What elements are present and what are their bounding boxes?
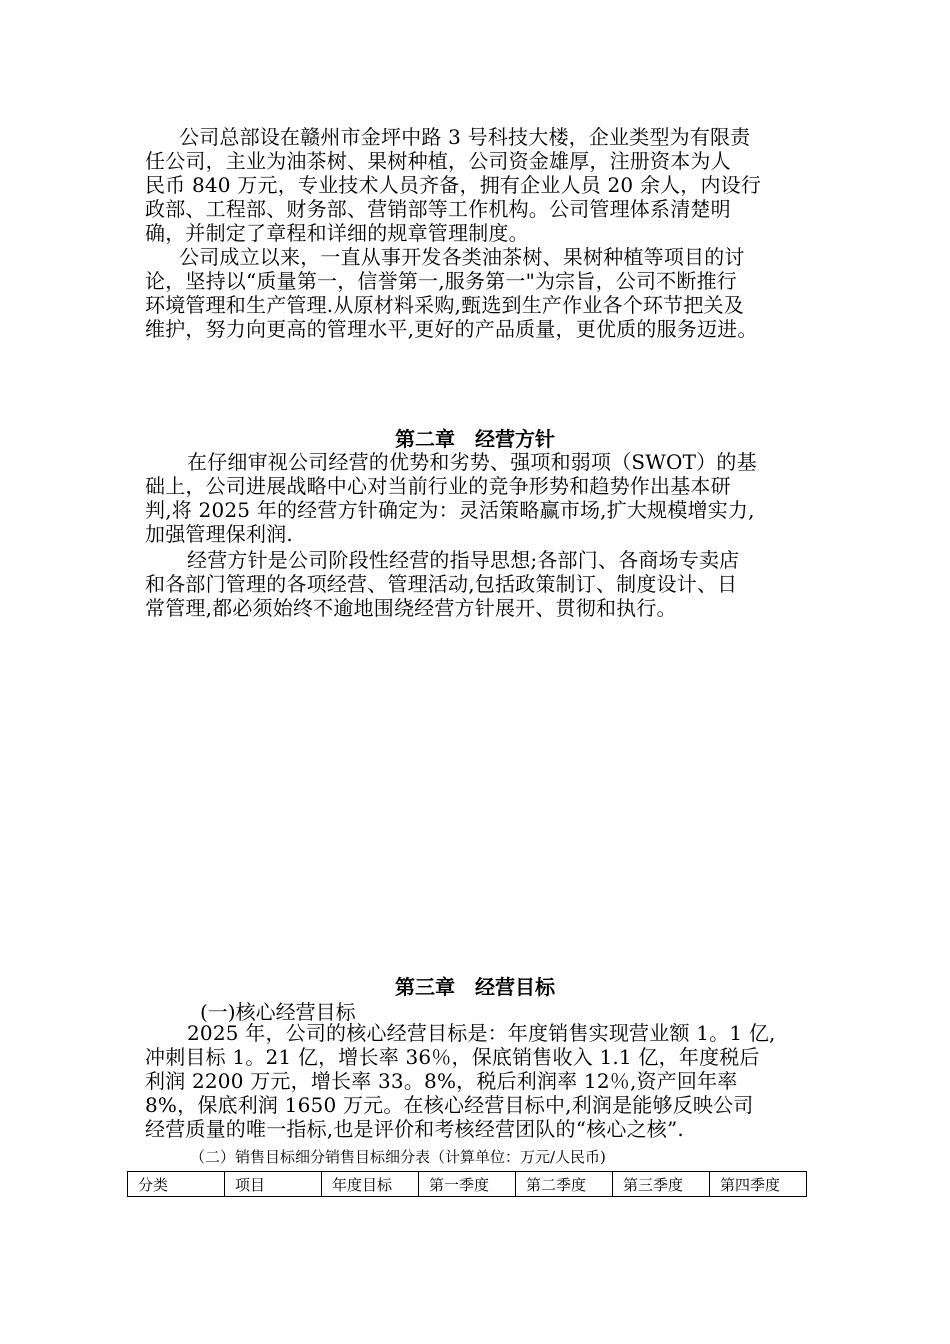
text-line: 常管理,都必须始终不逾地围绕经营方针展开、贯彻和执行。: [145, 596, 677, 620]
table-header-cell: 第四季度: [710, 1172, 807, 1197]
chapter1-paragraph-1: [145, 125, 815, 245]
text-line: 8%，保底利润 1650 万元。在核心经营目标中,利润是能够反映公司: [145, 1093, 754, 1117]
text-line: 政部、工程部、财务部、营销部等工作机构。公司管理体系清楚明: [145, 197, 731, 221]
text-line: 和各部门管理的各项经营、管理活动,包括政策制订、制度设计、日: [145, 572, 738, 596]
text-line: 确，并制定了章程和详细的规章管理制度。: [145, 221, 529, 245]
text-line: 利润 2200 万元，增长率 33。8%，税后利润率 12％,资产回年率: [145, 1069, 738, 1093]
text-line: 在仔细审视公司经营的优势和劣势、强项和弱项（SWOT）的基: [187, 450, 757, 474]
text-line: 经营质量的唯一指标,也是评价和考核经营团队的“核心之核”.: [145, 1117, 684, 1141]
text-line: 任公司，主业为油茶树、果树种植，公司资金雄厚，注册资本为人: [145, 149, 731, 173]
chapter3-subheading: (一)核心经营目标: [200, 1000, 356, 1024]
text-line: 环境管理和生产管理.从原材料采购,甄选到生产作业各个环节把关及: [145, 293, 744, 317]
text-line: 础上，公司进展战略中心对当前行业的竞争形势和趋势作出基本研: [145, 474, 731, 498]
chapter2-title: 第二章 经营方针: [395, 427, 555, 451]
text-line: 论，坚持以“质量第一，信誉第一,服务第一"为宗旨，公司不断推行: [145, 269, 737, 293]
text-line: 公司成立以来，一直从事开发各类油茶树、果树种植等项目的讨: [179, 245, 745, 269]
table-header-cell: 第二季度: [516, 1172, 613, 1197]
table-header-cell: 第一季度: [419, 1172, 516, 1197]
text-line: 冲刺目标 1。21 亿，增长率 36％，保底销售收入 1.1 亿，年度税后: [145, 1045, 760, 1069]
text-line: 判,将 2025 年的经营方针确定为：灵活策略赢市场,扩大规模增实力,: [145, 498, 755, 522]
text-line: 加强管理保利润.: [145, 522, 293, 546]
text-line: 维护，努力向更高的管理水平,更好的产品质量，更优质的服务迈进。: [145, 317, 758, 341]
sales-target-table: [127, 1171, 807, 1197]
chapter3-paragraph-1: [145, 1021, 815, 1141]
chapter2-paragraph-1: [145, 450, 815, 546]
chapter3-title: 第三章 经营目标: [395, 975, 555, 999]
table-header-cell: 分类: [128, 1172, 225, 1197]
text-line: 经营方针是公司阶段性经营的指导思想;各部门、各商场专卖店: [187, 548, 740, 572]
table-header-cell: 项目: [225, 1172, 322, 1197]
table-header-row: [128, 1172, 807, 1197]
chapter1-paragraph-2: [145, 245, 815, 341]
table-caption: （二）销售目标细分销售目标细分表（计算单位：万元/人民币): [190, 1148, 606, 1166]
text-line: 公司总部设在赣州市金坪中路 3 号科技大楼，企业类型为有限责: [179, 125, 751, 149]
text-line: 2025 年，公司的核心经营目标是：年度销售实现营业额 1。1 亿,: [187, 1021, 776, 1045]
chapter2-paragraph-2: [145, 548, 815, 620]
table-header-cell: 年度目标: [322, 1172, 419, 1197]
table-header-cell: 第三季度: [613, 1172, 710, 1197]
text-line: 民币 840 万元，专业技术人员齐备，拥有企业人员 20 余人，内设行: [145, 173, 762, 197]
